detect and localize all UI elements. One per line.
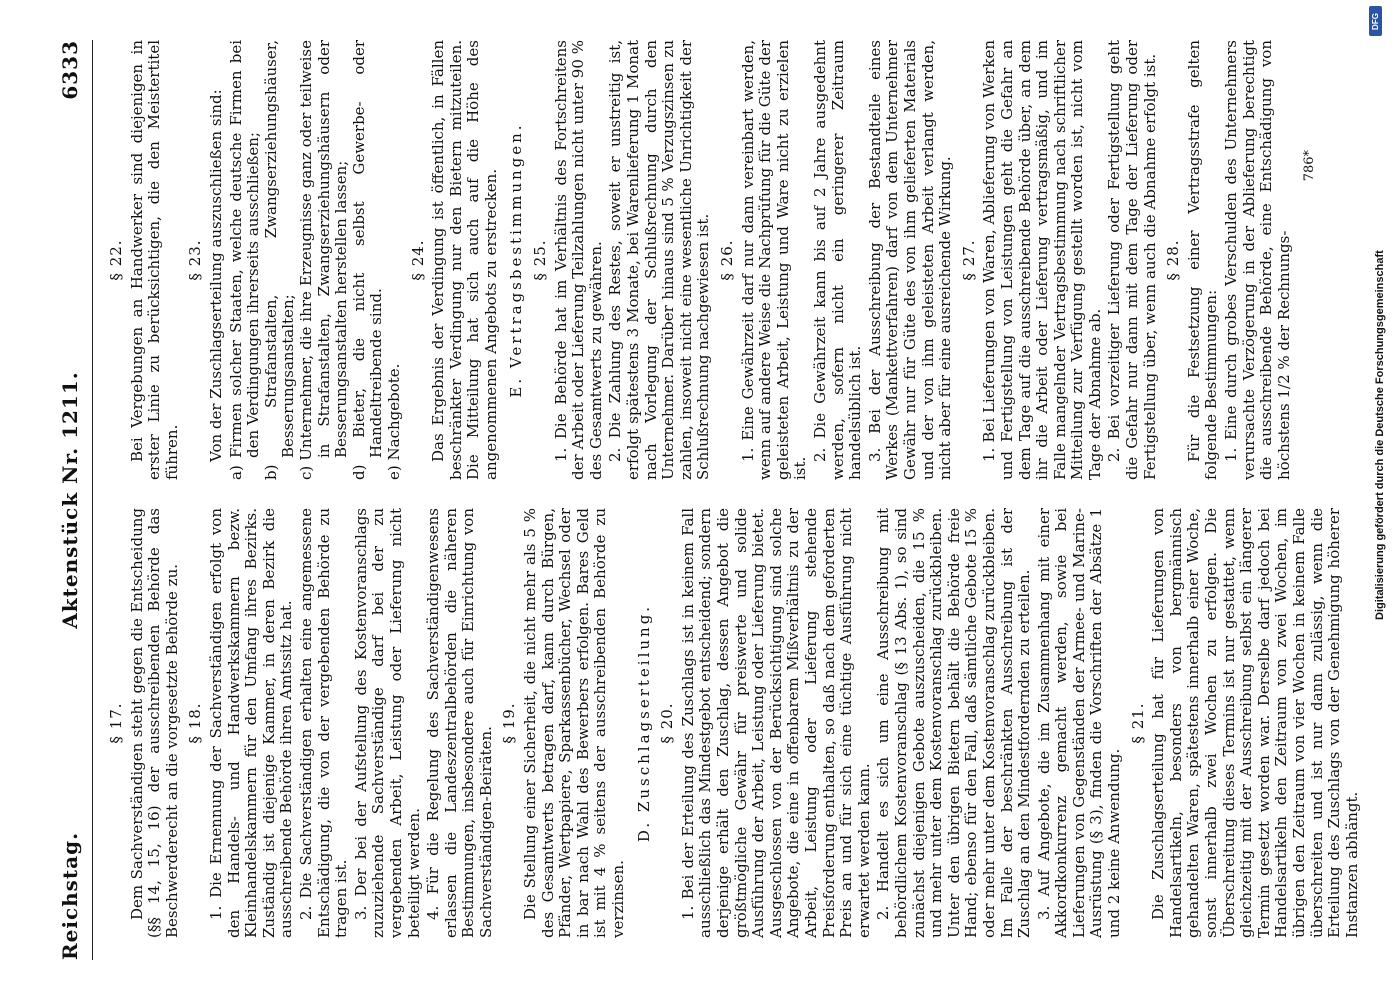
section-number: § 28. [1164,239,1183,281]
section-number: § 18. [186,702,205,744]
section-heading: E. Vertragsbestimmungen. [507,122,526,398]
list-item: b) Strafanstalten, Zwangserziehungshäuser, Besserungsanstalten; [261,40,298,480]
paragraph: 2. Die Sachverständigen erhalten eine angemessene Entschädigung, die von der vergebenden Behörde zu tragen ist. [296,508,351,938]
paragraph: Von der Zuschlagserteilung auszuschließen sind: [206,89,225,462]
paragraph: Bei Vergebungen an Handwerker sind diejenigen in erster Linie zu berücksichtigen, die den Meistertitel führen. [127,40,181,480]
header-left: Reichstag. [58,831,82,960]
paragraph: Die Zuschlagserteilung hat für Lieferungen von Handelsartikeln, besonders von bergmännisch gehandelten Waren, spätestens innerhalb einer Woche, sonst innerhalb zwei Wochen zu erfolgen. Die Überschreitung dieses Termins ist nur gestattet, wenn gleichzeitig mit der Ausschreibung selbst ein längerer Termin gesetzt worden war. Derselbe darf jedoch bei Handelsartikeln den Zeitraum von zwei Wochen, im übrigen den Zeitraum von vier Wochen in keinem Falle überschreiten und ist nur dann zulässig, wenn die Erteilung des Zuschlags von der Genehmigung höherer Instanzen abhängt. [1149,508,1361,938]
paragraph: Dem Sachverständigen steht gegen die Entscheidung (§§ 14, 15, 16) der ausschreibenden Behörde das Beschwerderecht an die vorgesetzte Behörde zu. [127,508,181,938]
right-column [102,40,1295,480]
paragraph: 4. Für die Regelung des Sachverständigenwesens erlassen die Landeszentralbehörden die näheren Bestimmungen, insbesondere auch für Einrichtung von Sachverständigen-Beiräten. [424,508,495,938]
paragraph: Für die Festsetzung einer Vertragsstrafe gelten folgende Bestimmungen: [1184,40,1221,480]
sidebar [1372,0,1400,1000]
paragraph: Die Stellung einer Sicherheit, die nicht mehr als 5 % des Gesamtwerts betragen darf, kann durch Bürgen, Pfänder, Wertpapiere, Sparkassenbücher, Wechsel oder in bar nach Wahl des Bewerbers erfolgen. Bares Geld ist mit 4 % seitens der ausschreibenden Behörde zu verzinsen. [521,508,628,938]
digitization-credit: Digitalisierung gefördert durch die Deutsche Forschungsgemeinschaft [1374,250,1386,620]
paragraph: 2. Die Zahlung des Restes, soweit er unstreitig ist, erfolgt spätestens 3 Monate, bei Warenlieferung 1 Monat nach Vorlegung der Schlußrechnung durch den Unternehmer. Darüber hinaus sind 5 % Verzugszinsen zu zahlen, insoweit nicht eine wesentliche Unrichtigkeit der Schlußrechnung nachgewiesen ist. [606,40,713,480]
section-number: § 26. [718,239,736,281]
dfg-logo-icon [1369,6,1382,36]
section-number: § 23. [186,239,205,281]
list-item: a) Firmen solcher Staaten, welche deutsche Firmen bei den Verdingungen ihrerseits ausschließen; [226,40,263,480]
paragraph: 3. Der bei der Aufstellung des Kostenvoranschlags zuzuziehende Sachverständige darf bei der zu vergebenden Arbeit, Leistung oder Lieferung nicht beteiligt werden. [351,508,423,938]
list-item: d) Bieter, die nicht selbst Gewerbe- oder Handeltreibende sind. [349,40,386,480]
dfg-badge-label: DFG [1371,12,1381,30]
page-number: 6333 [58,40,82,100]
page-header [58,40,90,960]
paragraph: 1. Die Behörde hat im Verhältnis des Fortschreitens der Arbeit oder Lieferung Teilzahlungen nicht unter 90 % des Gesamtwerts zu gewähren. [551,40,605,480]
paragraph: 1. Die Ernennung der Sachverständigen erfolgt von den Handels- und Handwerkskammern bezw. Kleinhandelskammern für den Umfang ihres Bezirks. Zuständig ist diejenige Kammer, in deren Bezirk die ausschreibende Behörde ihren Amtssitz hat. [206,508,296,938]
section-number: § 17. [107,702,125,744]
signature-mark: 786* [1302,150,1317,182]
list-item: c) Unternehmer, die ihre Erzeugnisse ganz oder teilweise in Strafanstalten, Zwangserziehungshäusern oder Besserungsanstalten herstellen lassen; [296,40,351,480]
paragraph: 3. Auf Angebote, die im Zusammenhang mit einer Akkordkonkurrenz gemacht werden, sowie bei Lieferungen von Gegenständen der Armee- und Marine-Ausrüstung (§ 3), finden die Vorschriften der Absätze 1 und 2 keine Anwendung. [1034,508,1124,938]
section-number: § 27. [959,239,978,281]
paragraph: 1. Bei der Erteilung des Zuschlags ist in keinem Fall ausschließlich das Mindestgebot entscheidend; sondern derjenige erhält den Zuschlag, dessen Angebot die größtmögliche Gewähr für preiswerte und solide Ausführung der Arbeit, Leistung oder Lieferung bietet. Ausgeschlossen von der Berücksichtigung sind solche Angebote, die eine in offenbarem Mißverhältnis zu der Arbeit, Leistung oder Lieferung stehende Preisforderung enthalten, so daß nach dem geforderten Preis an und für sich eine tüchtige Ausführung nicht erwartet werden kann. [678,508,873,938]
section-number: § 19. [500,702,519,744]
paragraph: 3. Bei der Ausschreibung der Bestandteile eines Werkes (Mankettverfahren) darf von dem Unternehmer Gewähr nur für Güte des von ihm gelieferten Materials und der von ihm geleisteten Arbeit verlangt werden, nicht aber für eine ausreichende Wirkung. [865,40,955,480]
enumeration-list [228,40,404,480]
section-number: § 22. [107,239,125,281]
header-rule [92,40,93,960]
paragraph: 2. Die Gewährzeit kann bis auf 2 Jahre ausgedehnt werden, sofern nicht ein geringerer Zeitraum handelsüblich ist. [810,40,865,480]
section-number: § 20. [658,702,677,744]
section-number: § 21. [1128,702,1147,744]
paragraph: 2. Handelt es sich um eine Ausschreibung mit behördlichem Kostenvoranschlag (§ 13 Abs. 1), so sind zunächst diejenigen Gebote auszuscheiden, die 15 % und mehr unter dem Kostenvoranschlag zurückbleiben. Unter den übrigen Bietern behält die Behörde freie Hand; ebenso für den Fall, daß sämtliche Gebote 15 % oder mehr unter dem Kostenvoranschlag zurückbleiben. Im Falle der beschränkten Ausschreibung ist der Zuschlag an den Mindestfordernden zu erteilen. [874,508,1034,938]
paragraph: 1. Eine durch grobes Verschulden des Unternehmers verursachte Verzögerung in der Ablieferung berechtigt die ausschreibende Behörde, eine Entschädigung von höchstens 1/2 % der Rechnungs- [1222,40,1293,480]
list-item: e) Nachgebote. [384,363,403,480]
paragraph: 1. Eine Gewährzeit darf nur dann vereinbart werden, wenn auf andere Weise die Nachprüfung für die Güte der geleisteten Arbeit, Leistung und Ware nicht zu erzielen ist. [738,40,810,480]
section-heading: D. Zuschlagserteilung. [634,603,653,843]
paragraph: 1. Bei Lieferungen von Waren, Ablieferung von Werken und Fertigstellung von Leistungen geht die Gefahr an dem Tage auf die ausschreibende Behörde über, an dem ihr die Arbeit oder Lieferung vertragsmäßig, und im Falle mangelnder Vertragsbestimmung nach schriftlicher Mitteilung zur Verfügung gestellt worden ist, nicht vom Tage der Abnahme ab. [980,40,1104,480]
section-number: § 25. [531,239,550,281]
left-column [102,508,1363,938]
paragraph: 2. Bei vorzeitiger Lieferung oder Fertigstellung geht die Gefahr nur dann mit dem Tage der Lieferung oder Fertigstellung über, wenn auch die Abnahme erfolgt ist. [1105,40,1159,480]
section-number: § 24. [408,239,427,281]
header-title: Aktenstück Nr. 1211. [58,371,82,629]
paragraph: Das Ergebnis der Verdingung ist öffentlich, in Fällen beschränkter Verdingung nur den Bietern mitzuteilen. Die Mitteilung hat sich auch auf die Höhe des angenommenen Angebots zu erstrecken. [429,40,500,480]
